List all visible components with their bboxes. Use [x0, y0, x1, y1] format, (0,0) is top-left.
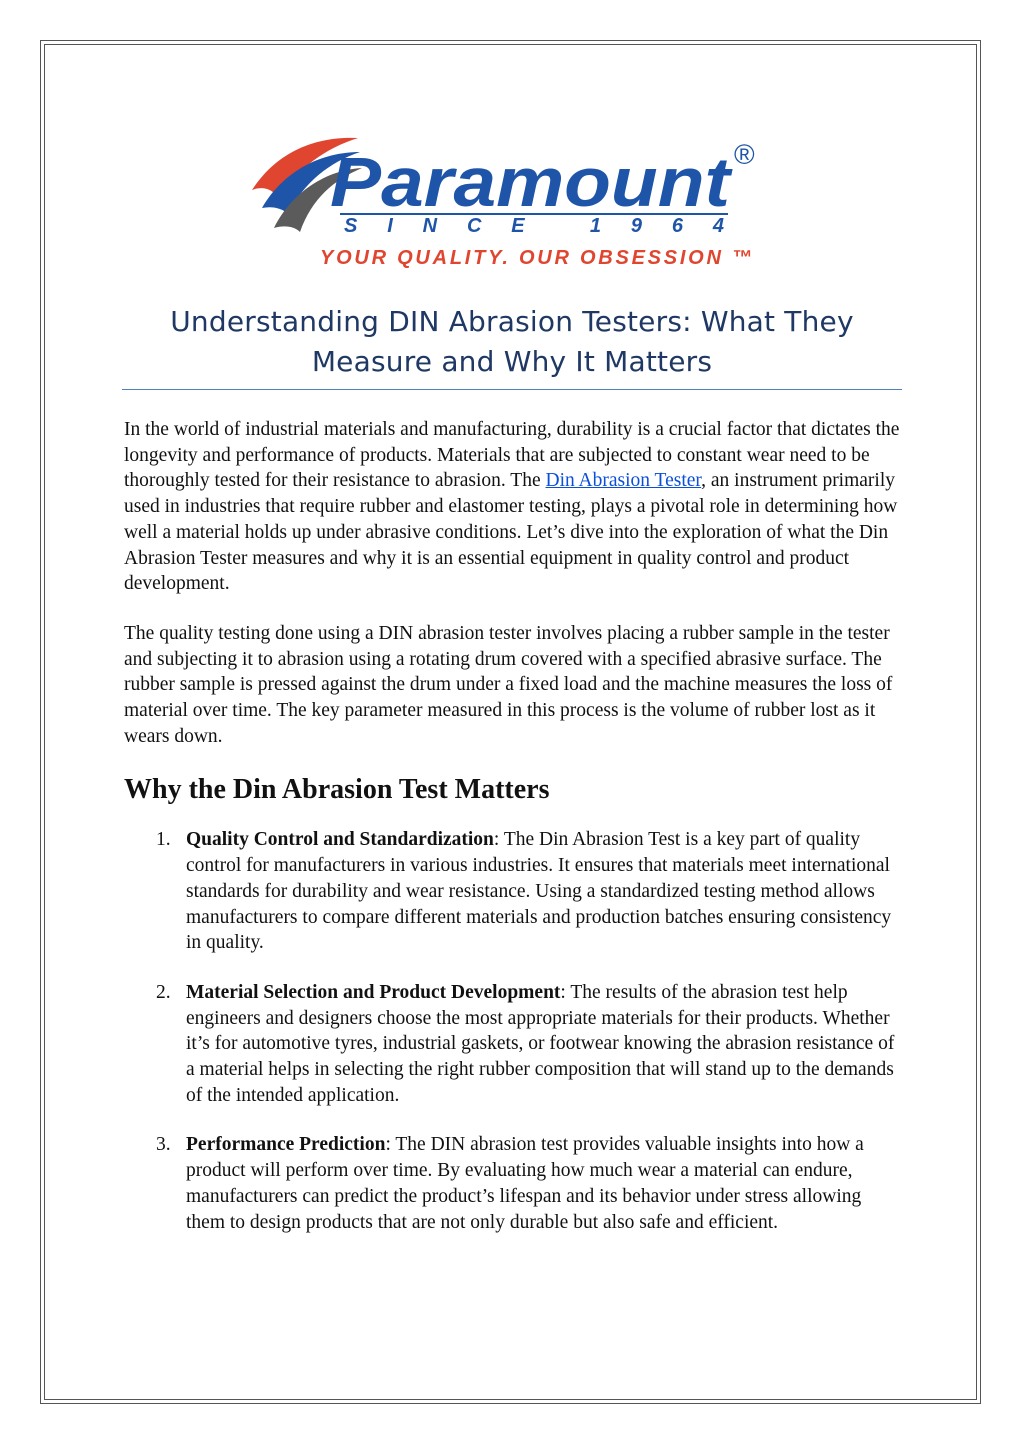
article-body	[124, 417, 902, 1259]
logo-since: SINCE 1964	[344, 215, 724, 237]
reasons-list	[124, 827, 902, 1235]
logo-brand: Paramount	[330, 143, 733, 221]
din-abrasion-tester-link[interactable]: Din Abrasion Tester	[545, 470, 702, 492]
list-item: 1. Quality Control and Standardization: The Din Abrasion Test is a key part of quality control for manufacturers in various industries. It ensures that materials meet international standards for durability and wear resistance. Using a standardized testing method allows manufacturers to compare different materials and production batches ensuring consistency in quality.	[156, 829, 892, 954]
method-paragraph: The quality testing done using a DIN abrasion tester involves placing a rubber sample in the tester and subjecting it to abrasion using a rotating drum covered with a specified abrasive surface. The rubber sample is pressed against the drum under a fixed load and the machine measures the loss of material over time. The key parameter measured in this process is the volume of rubber lost as it wears down.	[124, 622, 893, 747]
list-item: 2. Material Selection and Product Development: The results of the abrasion test help engineers and designers choose the most appropriate materials for their products. Whether it’s for automotive tyres, industrial gaskets, or footwear knowing the abrasion resistance of a material helps in selecting the right rubber composition that will stand up to the demands of the intended application.	[156, 981, 895, 1106]
section-heading: Why the Din Abrasion Test Matters	[124, 774, 550, 806]
logo-registered: ®	[734, 139, 755, 170]
paramount-logo	[248, 128, 778, 268]
logo-tagline: YOUR QUALITY. OUR OBSESSION ™	[320, 247, 752, 268]
title-divider	[122, 389, 902, 390]
list-item: 3. Performance Prediction: The DIN abrasion test provides valuable insights into how a product will perform over time. By evaluating how much wear a material can endure, manufacturers can predict the product’s lifespan and its behavior under stress allowing them to design products that are not only durable but also safe and efficient.	[156, 1134, 864, 1233]
intro-paragraph: In the world of industrial materials and manufacturing, durability is a crucial factor that dictates the longevity and performance of products. Materials that are subjected to constant wear need to be thoroughly tested for their resistance to abrasion. The Din Abrasion Tester, an instrument primarily used in industries that require rubber and elastomer testing, plays a pivotal role in determining how well a material holds up under abrasive conditions. Let’s dive into the exploration of what the Din Abrasion Tester measures and why it is an essential equipment in quality control and product development.	[124, 419, 900, 595]
page-title: Understanding DIN Abrasion Testers: What They Measure and Why It Matters	[170, 305, 854, 378]
